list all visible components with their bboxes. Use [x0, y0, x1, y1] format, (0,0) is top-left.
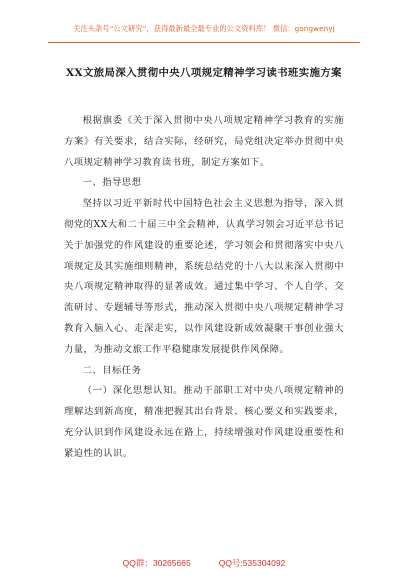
footer-contact: [0, 557, 408, 569]
paragraph-goals-1: （一）深化思想认知。推动干部职工对中央八项规定精神的理解达到新高度，精准把握其出台背景、核心要义和实践要求，充分认识到作风建设永远在路上，持续增强对作风建设重要性和紧迫性的认识。: [64, 385, 344, 459]
paragraph-guiding-thought: 坚持以习近平新时代中国特色社会主义思想为指导，深入贯彻党的XX大和二十届三中全会精神，认真学习领会习近平总书记关于加强党的作风建设的重要论述，学习领会和贯彻落实中央八项规定及其实施细则精神，系统总结党的十八大以来深入贯彻中央八项规定精神取得的显著成效。通过集中学习、个人自学、交流研讨、专题辅导等形式，推动深入贯彻中央八项规定精神学习教育入脑入心、走深走实，以作风建设新成效凝聚干事创业强大力量，为推动文旅工作平稳健康发展提供作风保障。: [64, 198, 344, 355]
section-heading-goals: 二、目标任务: [82, 364, 142, 376]
document-title: XX文旅局深入贯彻中央八项规定精神学习读书班实施方案: [66, 67, 342, 79]
section-heading-guiding-thought: 一、指导思想: [82, 177, 142, 189]
header-banner: 关注头条号“公文研究”，获得最新最全最专业的公文资料库！ 微信：gongwenyj: [73, 24, 335, 33]
document-body: [64, 111, 344, 465]
paragraph-intro: 根据旗委《关于深入贯彻中央八项规定精神学习教育的实施方案》有关要求，结合实际，经研究，局党组决定举办贯彻中央八项规定精神学习教育读书班，制定方案如下。: [64, 115, 344, 168]
footer-qq-group: QQ群：30265665: [122, 558, 191, 568]
footer-qq-number: QQ号:535304092: [218, 558, 286, 568]
header-divider: [48, 42, 360, 43]
